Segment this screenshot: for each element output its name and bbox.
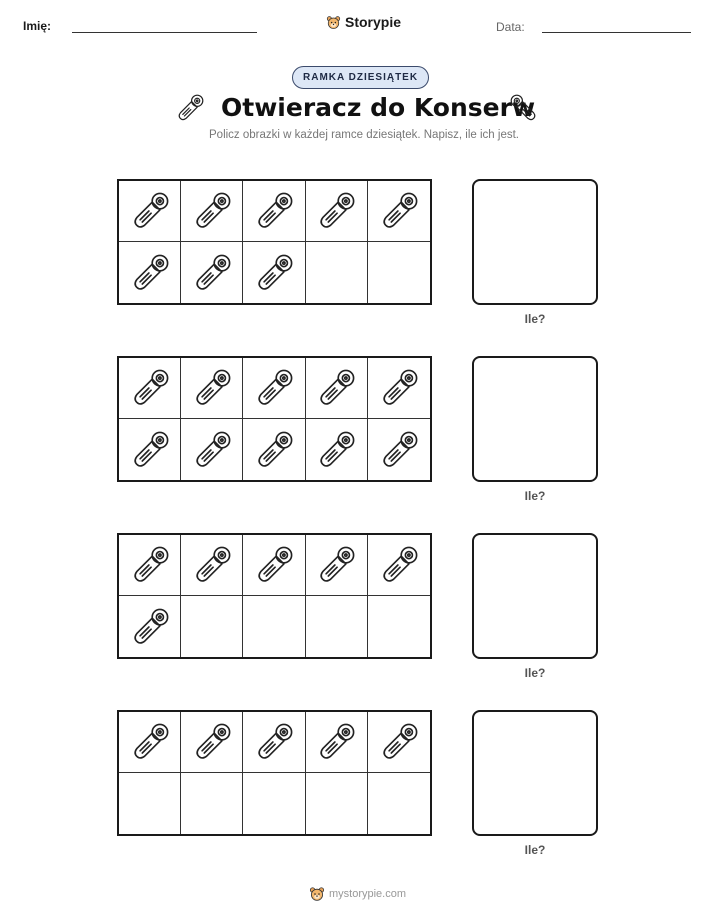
bear-icon — [309, 886, 325, 902]
can-opener-icon — [128, 251, 172, 295]
can-opener-icon — [190, 543, 234, 587]
can-opener-icon — [190, 366, 234, 410]
ten-frame-cell — [306, 712, 368, 773]
ten-frame-cell — [119, 242, 181, 303]
ten-frame-cell — [243, 419, 305, 480]
can-opener-icon — [377, 543, 421, 587]
ten-frame-cell — [181, 181, 243, 242]
ten-frame-cell — [243, 773, 305, 834]
ten-frame-cell — [181, 596, 243, 657]
ten-frame-cell — [119, 419, 181, 480]
ten-frame-cell — [306, 419, 368, 480]
ten-frame-cell — [181, 535, 243, 596]
can-opener-icon — [377, 428, 421, 472]
logo-text: Storypie — [345, 14, 402, 30]
ten-frame — [117, 533, 432, 659]
ten-frame-cell — [243, 712, 305, 773]
instructions: Policz obrazki w każdej ramce dziesiątek. Napisz, ile ich jest. — [209, 129, 519, 141]
ten-frame — [117, 710, 432, 836]
can-opener-icon — [128, 543, 172, 587]
ten-frame-cell — [368, 596, 430, 657]
can-opener-icon — [128, 720, 172, 764]
answer-box[interactable] — [472, 179, 598, 305]
ten-frame-cell — [181, 712, 243, 773]
can-opener-icon — [190, 720, 234, 764]
can-opener-icon — [174, 92, 206, 124]
ten-frame-cell — [181, 419, 243, 480]
ten-frame-cell — [119, 773, 181, 834]
can-opener-icon — [314, 720, 358, 764]
ten-frame-cell — [306, 535, 368, 596]
ten-frame-cell — [306, 596, 368, 657]
name-label: Imię: — [23, 19, 52, 33]
can-opener-icon — [314, 189, 358, 233]
answer-label: Ile? — [524, 843, 546, 857]
can-opener-icon — [377, 720, 421, 764]
answer-box[interactable] — [472, 710, 598, 836]
can-opener-icon — [128, 428, 172, 472]
ten-frame-cell — [181, 773, 243, 834]
can-opener-icon — [190, 428, 234, 472]
can-opener-icon — [252, 189, 296, 233]
can-opener-icon — [314, 366, 358, 410]
page-title: Otwieracz do Konserw — [221, 93, 536, 122]
can-opener-icon — [128, 189, 172, 233]
ten-frame-cell — [119, 358, 181, 419]
ten-frame — [117, 179, 432, 305]
can-opener-icon — [252, 428, 296, 472]
category-badge: RAMKA DZIESIĄTEK — [292, 66, 429, 89]
can-opener-icon — [252, 720, 296, 764]
answer-label: Ile? — [524, 312, 546, 326]
ten-frame-cell — [306, 358, 368, 419]
can-opener-icon — [190, 189, 234, 233]
can-opener-icon — [508, 92, 540, 124]
ten-frame-cell — [368, 181, 430, 242]
can-opener-icon — [252, 543, 296, 587]
ten-frame-cell — [368, 712, 430, 773]
can-opener-icon — [377, 189, 421, 233]
can-opener-icon — [377, 366, 421, 410]
can-opener-icon — [314, 428, 358, 472]
name-line[interactable] — [72, 32, 257, 33]
ten-frame-cell — [119, 535, 181, 596]
footer-link[interactable]: mystorypie.com — [329, 888, 407, 900]
ten-frame-cell — [306, 181, 368, 242]
can-opener-icon — [314, 543, 358, 587]
answer-label: Ile? — [524, 666, 546, 680]
ten-frame-cell — [181, 242, 243, 303]
ten-frame-cell — [243, 596, 305, 657]
ten-frame-cell — [119, 181, 181, 242]
footer — [309, 886, 406, 902]
ten-frame-cell — [181, 358, 243, 419]
ten-frame-cell — [368, 419, 430, 480]
ten-frame-cell — [119, 596, 181, 657]
can-opener-icon — [128, 366, 172, 410]
can-opener-icon — [128, 605, 172, 649]
ten-frame-cell — [243, 535, 305, 596]
ten-frame-cell — [368, 242, 430, 303]
answer-box[interactable] — [472, 356, 598, 482]
ten-frame-cell — [306, 773, 368, 834]
date-label: Data: — [496, 20, 525, 34]
can-opener-icon — [252, 251, 296, 295]
date-line[interactable] — [542, 32, 691, 33]
ten-frame-cell — [243, 242, 305, 303]
ten-frame — [117, 356, 432, 482]
ten-frame-cell — [243, 358, 305, 419]
ten-frame-cell — [368, 535, 430, 596]
ten-frame-cell — [306, 242, 368, 303]
answer-box[interactable] — [472, 533, 598, 659]
bear-icon — [326, 15, 341, 30]
answer-label: Ile? — [524, 489, 546, 503]
ten-frame-cell — [368, 773, 430, 834]
can-opener-icon — [252, 366, 296, 410]
ten-frame-cell — [243, 181, 305, 242]
can-opener-icon — [190, 251, 234, 295]
ten-frame-cell — [368, 358, 430, 419]
logo — [326, 14, 401, 30]
ten-frame-cell — [119, 712, 181, 773]
